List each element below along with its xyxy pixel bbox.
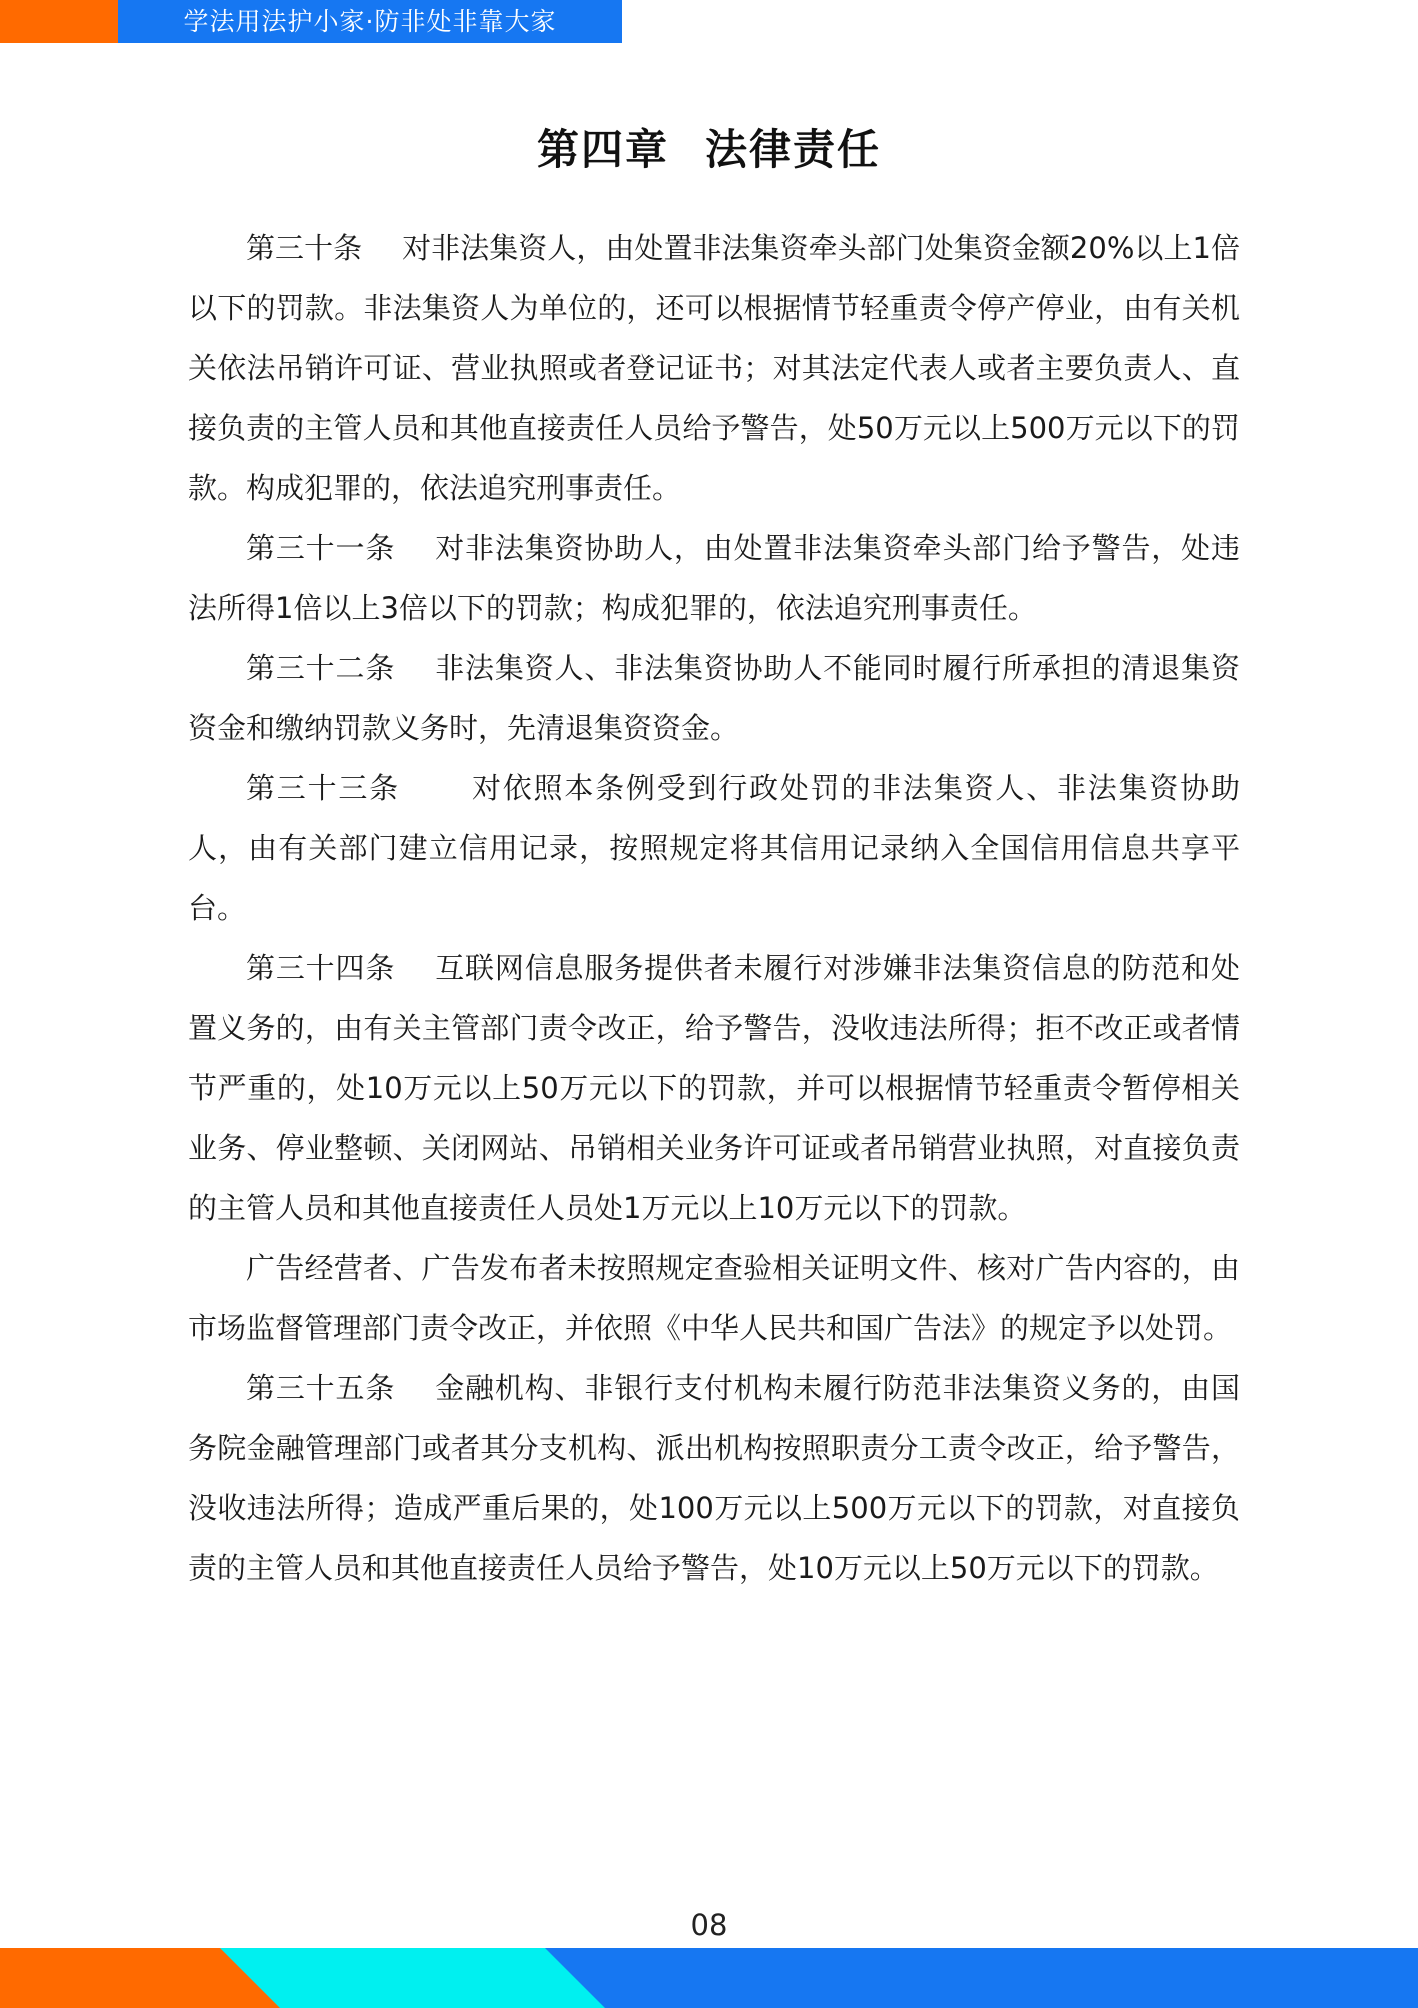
- article-text: 非法集资人、非法集资协助人不能同时履行所承担的清退集资资金和缴纳罚款义务时，先清退集资资金。: [188, 651, 1240, 745]
- article-30: [188, 218, 1240, 518]
- article-text: 金融机构、非银行支付机构未履行防范非法集资义务的，由国务院金融管理部门或者其分支机构、派出机构按照职责分工责令改正，给予警告，没收违法所得；造成严重后果的，处100万元以上500万元以下的罚款，对直接负责的主管人员和其他直接责任人员给予警告，处10万元以上50万元以下的罚款。: [188, 1371, 1240, 1585]
- article-35: [188, 1358, 1240, 1598]
- article-34: [188, 938, 1240, 1238]
- footer-stripes: [0, 1948, 1418, 2008]
- article-text: 广告经营者、广告发布者未按照规定查验相关证明文件、核对广告内容的，由市场监督管理部门责令改正，并依照《中华人民共和国广告法》的规定予以处罚。: [188, 1251, 1240, 1345]
- header-slogan: 学法用法护小家·防非处非靠大家: [118, 0, 622, 43]
- header-orange-block: [0, 0, 118, 43]
- article-text: 对非法集资人，由处置非法集资牵头部门处集资金额20%以上1倍以下的罚款。非法集资人为单位的，还可以根据情节轻重责令停产停业，由有关机关依法吊销许可证、营业执照或者登记证书；对其法定代表人或者主要负责人、直接负责的主管人员和其他直接责任人员给予警告，处50万元以上500万元以下的罚款。构成犯罪的，依法追究刑事责任。: [188, 231, 1240, 505]
- chapter-name: 法律责任: [705, 125, 882, 174]
- document-body: [188, 218, 1240, 1598]
- article-number: 第三十三条: [246, 771, 400, 805]
- article-32: [188, 638, 1240, 758]
- article-number: 第三十四条: [246, 951, 396, 985]
- article-number: 第三十二条: [246, 651, 396, 685]
- footer-color-bar: [0, 1948, 1418, 2008]
- article-text: 对依照本条例受到行政处罚的非法集资人、非法集资协助人，由有关部门建立信用记录，按照规定将其信用记录纳入全国信用信息共享平台。: [188, 771, 1240, 925]
- article-number: 第三十一条: [246, 531, 396, 565]
- article-text: 对非法集资协助人，由处置非法集资牵头部门给予警告，处违法所得1倍以上3倍以下的罚款；构成犯罪的，依法追究刑事责任。: [188, 531, 1240, 625]
- page-number: 08: [690, 1908, 728, 1942]
- header-banner: [0, 0, 622, 43]
- chapter-number: 第四章: [536, 125, 669, 174]
- article-text: 互联网信息服务提供者未履行对涉嫌非法集资信息的防范和处置义务的，由有关主管部门责令改正，给予警告，没收违法所得；拒不改正或者情节严重的，处10万元以上50万元以下的罚款，并可以根据情节轻重责令暂停相关业务、停业整顿、关闭网站、吊销相关业务许可证或者吊销营业执照，对直接负责的主管人员和其他直接责任人员处1万元以上10万元以下的罚款。: [188, 951, 1240, 1225]
- chapter-title: [0, 118, 1418, 182]
- article-33: [188, 758, 1240, 938]
- article-number: 第三十条: [246, 231, 363, 265]
- article-31: [188, 518, 1240, 638]
- article-number: 第三十五条: [246, 1371, 396, 1405]
- article-34-para-2: [188, 1238, 1240, 1358]
